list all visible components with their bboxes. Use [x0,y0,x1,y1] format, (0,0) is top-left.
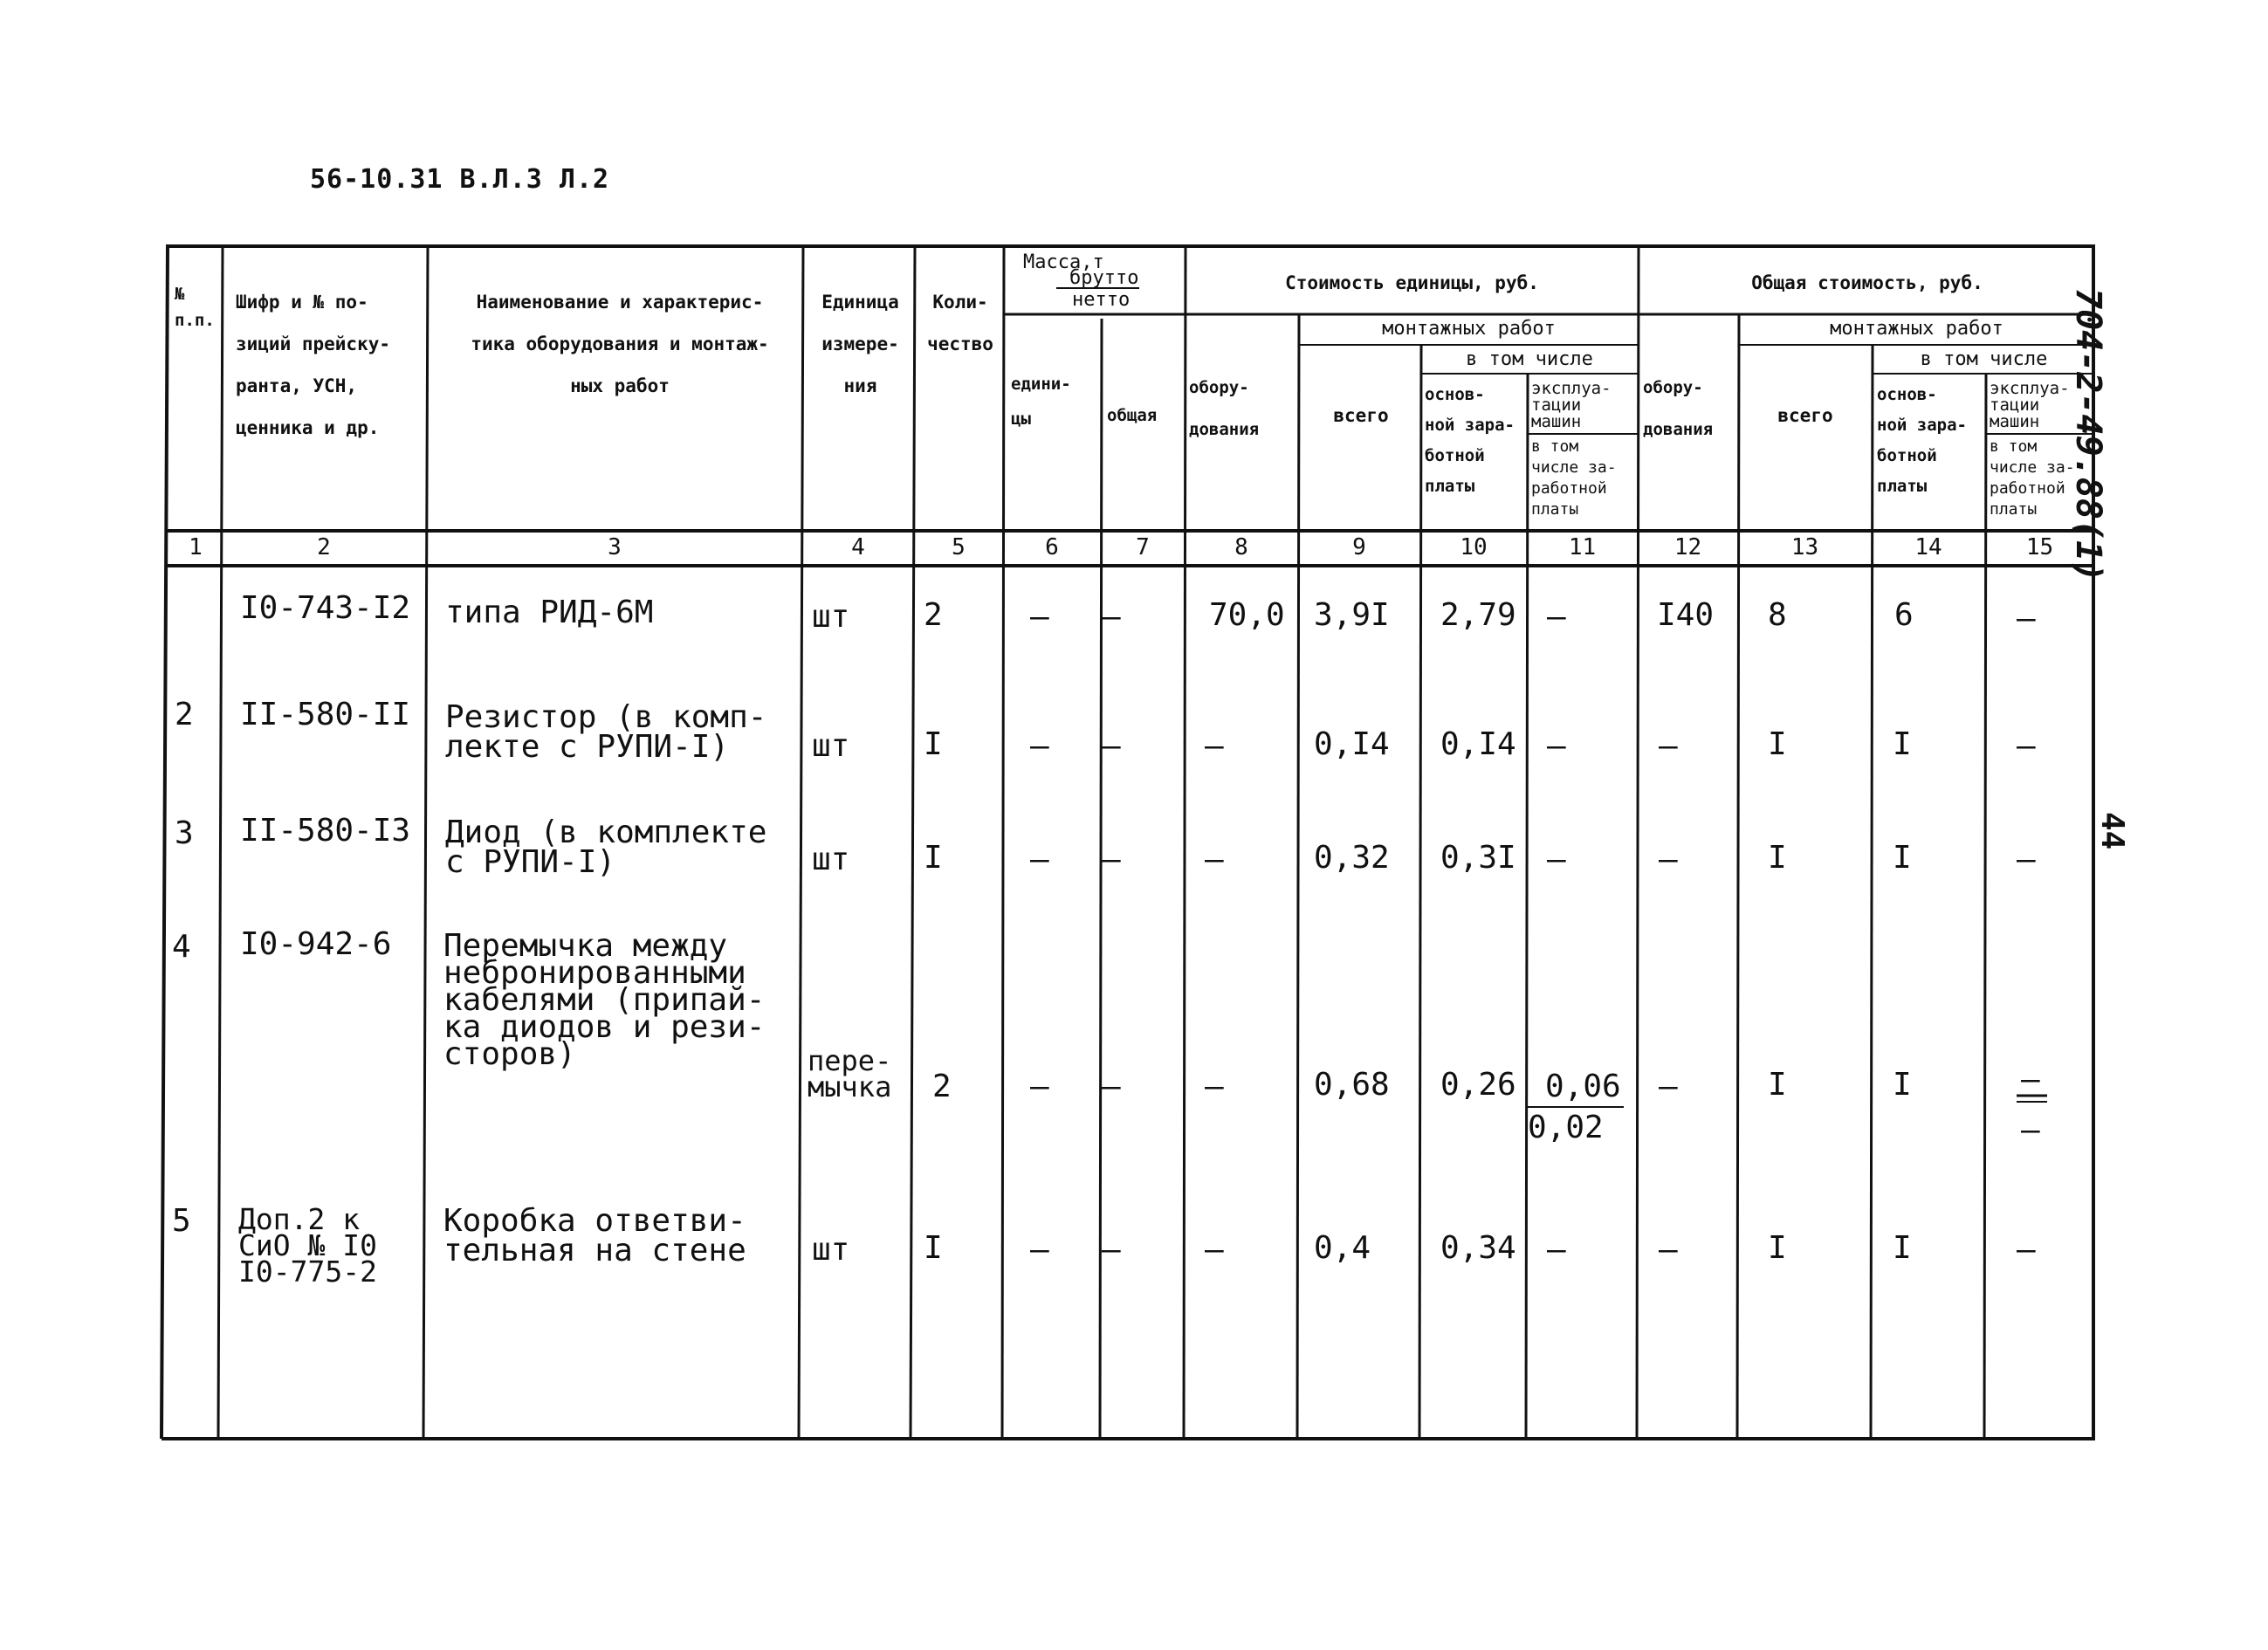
row-installation-total: 0,32 [1314,840,1390,876]
row-mass-unit: – [1030,1069,1049,1104]
row-total-installation: I [1768,1230,1787,1266]
header-total-including: в том числе [1920,348,2048,370]
header-mass-total: общая [1107,406,1158,425]
row-machine: – [1547,599,1566,635]
header-total: всего [1333,405,1389,426]
row-equipment-cost: – [1205,842,1224,877]
row-total-installation: I [1768,840,1787,876]
column-number: 14 [1914,534,1942,560]
row-base-wage: 0,34 [1440,1230,1516,1266]
header-total-equipment: обору- дования [1643,378,1714,439]
row-mass-total: – [1102,842,1121,877]
row-number: 2 [175,697,194,732]
column-number: 13 [1790,534,1819,560]
row-code: II-580-I3 [240,813,411,849]
row-total-machine: – [2017,1232,2036,1268]
row-equipment-cost: – [1205,728,1224,764]
row-mass-unit: – [1030,599,1049,635]
row-code: I0-942-6 [240,926,392,962]
row-total-installation: I [1768,726,1787,762]
header-row-number: № п.п. [175,285,215,330]
column-number: 2 [317,534,331,560]
row-mass-total: – [1102,1069,1121,1104]
row-total-machine: – [2017,842,2036,877]
row-total-wage: I [1893,1067,1912,1103]
header-unit: Единица измере- ния [821,292,899,396]
row-mass-unit: – [1030,728,1049,764]
header-quantity: Коли- чество [927,292,993,354]
row-name: Коробка ответви- тельная на стене [443,1203,746,1268]
row-machine: – [1547,1232,1566,1268]
header-machine: эксплуа- тации машин [1531,379,1612,431]
column-number: 15 [2025,534,2054,560]
row-total-equipment: – [1659,728,1678,764]
row-total-wage: I [1893,726,1912,762]
row-total-machine-wage: – [2021,1112,2040,1148]
row-number: 5 [172,1203,191,1239]
row-machine: – [1547,842,1566,877]
row-code: I0-743-I2 [240,590,411,626]
row-name: Резистор (в комп- лекте с РУПИ-I) [445,699,767,765]
row-equipment-cost: – [1205,1069,1224,1104]
row-mass-total: – [1102,728,1121,764]
header-equipment: обору- дования [1189,378,1260,439]
row-equipment-cost: 70,0 [1209,597,1285,633]
row-unit: шт [812,599,850,635]
row-code: Доп.2 к СиО № I0 I0-775-2 [238,1202,377,1289]
row-code: II-580-II [240,697,411,732]
header-total-machine: эксплуа- тации машин [1990,379,2070,431]
header-brutto: брутто [1069,267,1139,289]
row-total-wage: 6 [1894,597,1914,633]
row-quantity: 2 [924,597,943,633]
row-name: Перемычка между небронированными кабелями (припай- ка диодов и рези- сторов) [443,928,766,1072]
column-number: 8 [1234,534,1248,560]
row-mass-unit: – [1030,1232,1049,1268]
header-base-wage: основ- ной зара- ботной платы [1425,385,1515,496]
row-installation-total: 3,9I [1314,597,1390,633]
row-quantity: 2 [932,1069,952,1104]
row-total-machine: – [2021,1062,2040,1097]
column-number: 3 [608,534,622,560]
page-number: 44 [2094,812,2130,850]
row-unit: шт [812,1232,850,1268]
row-total-installation: I [1768,1067,1787,1103]
row-base-wage: 0,I4 [1440,726,1516,762]
header-total-base-wage: основ- ной зара- ботной платы [1877,385,1967,496]
header-netto: нетто [1072,289,1131,311]
column-number: 6 [1045,534,1059,560]
header-mass: Масса,т [1023,251,1104,273]
row-base-wage: 0,26 [1440,1067,1516,1103]
row-total-machine: – [2017,728,2036,764]
column-number: 5 [952,534,966,560]
row-installation-total: 0,I4 [1314,726,1390,762]
column-number: 12 [1674,534,1702,560]
row-total-equipment: I40 [1657,597,1715,633]
row-equipment-cost: – [1205,1232,1224,1268]
document-code: 56-10.31 В.Л.3 Л.2 [310,164,610,195]
row-unit: пере- мычка [808,1044,892,1103]
row-number: 4 [172,929,191,965]
header-name: Наименование и характерис- тика оборудования и монтаж- ных работ [471,292,769,396]
row-quantity: I [924,1230,943,1266]
header-machine-wage: в том числе за- работной платы [1531,437,1617,519]
row-mass-unit: – [1030,842,1049,877]
header-mass-unit: едини- цы [1011,375,1071,429]
row-quantity: I [924,840,943,876]
row-base-wage: 0,3I [1440,840,1516,876]
row-installation-total: 0,4 [1314,1230,1371,1266]
row-quantity: I [924,726,943,762]
row-installation-total: 0,68 [1314,1067,1390,1103]
row-total-wage: I [1893,1230,1912,1266]
header-including: в том числе [1466,348,1593,370]
header-installation: монтажных работ [1382,318,1556,340]
header-total-installation: монтажных работ [1830,318,2003,340]
header-total-machine-wage: в том числе за- работной платы [1990,437,2075,519]
row-unit: шт [812,728,850,764]
row-total-equipment: – [1659,1069,1678,1104]
row-total-installation: 8 [1768,597,1787,633]
row-machine: 0,06 [1545,1069,1621,1104]
column-number: 9 [1352,534,1366,560]
header-code: Шифр и № по- зиций прейску- ранта, УСН, ценника и др. [236,292,391,438]
row-unit: шт [812,842,850,877]
header-total-cost: Общая стоимость, руб. [1751,272,1983,293]
header-unit-cost: Стоимость единицы, руб. [1285,272,1539,293]
side-document-code: 704-2-49.88(1) [2068,288,2108,583]
row-total-machine: – [2017,601,2036,636]
row-name: Диод (в комплекте с РУПИ-I) [445,815,767,880]
row-mass-total: – [1102,1232,1121,1268]
column-number: 7 [1136,534,1150,560]
row-mass-total: – [1102,599,1121,635]
row-number: 3 [175,815,194,851]
row-total-equipment: – [1659,842,1678,877]
column-number: 10 [1460,534,1488,560]
row-machine-wage: 0,02 [1528,1110,1604,1145]
column-number: 11 [1568,534,1597,560]
column-number: 4 [851,534,865,560]
row-machine: – [1547,728,1566,764]
row-total-equipment: – [1659,1232,1678,1268]
row-total-wage: I [1893,840,1912,876]
row-base-wage: 2,79 [1440,597,1516,633]
column-number: 1 [189,534,203,560]
row-name: типа РИД-6М [445,595,654,630]
header-total-total: всего [1777,405,1833,426]
